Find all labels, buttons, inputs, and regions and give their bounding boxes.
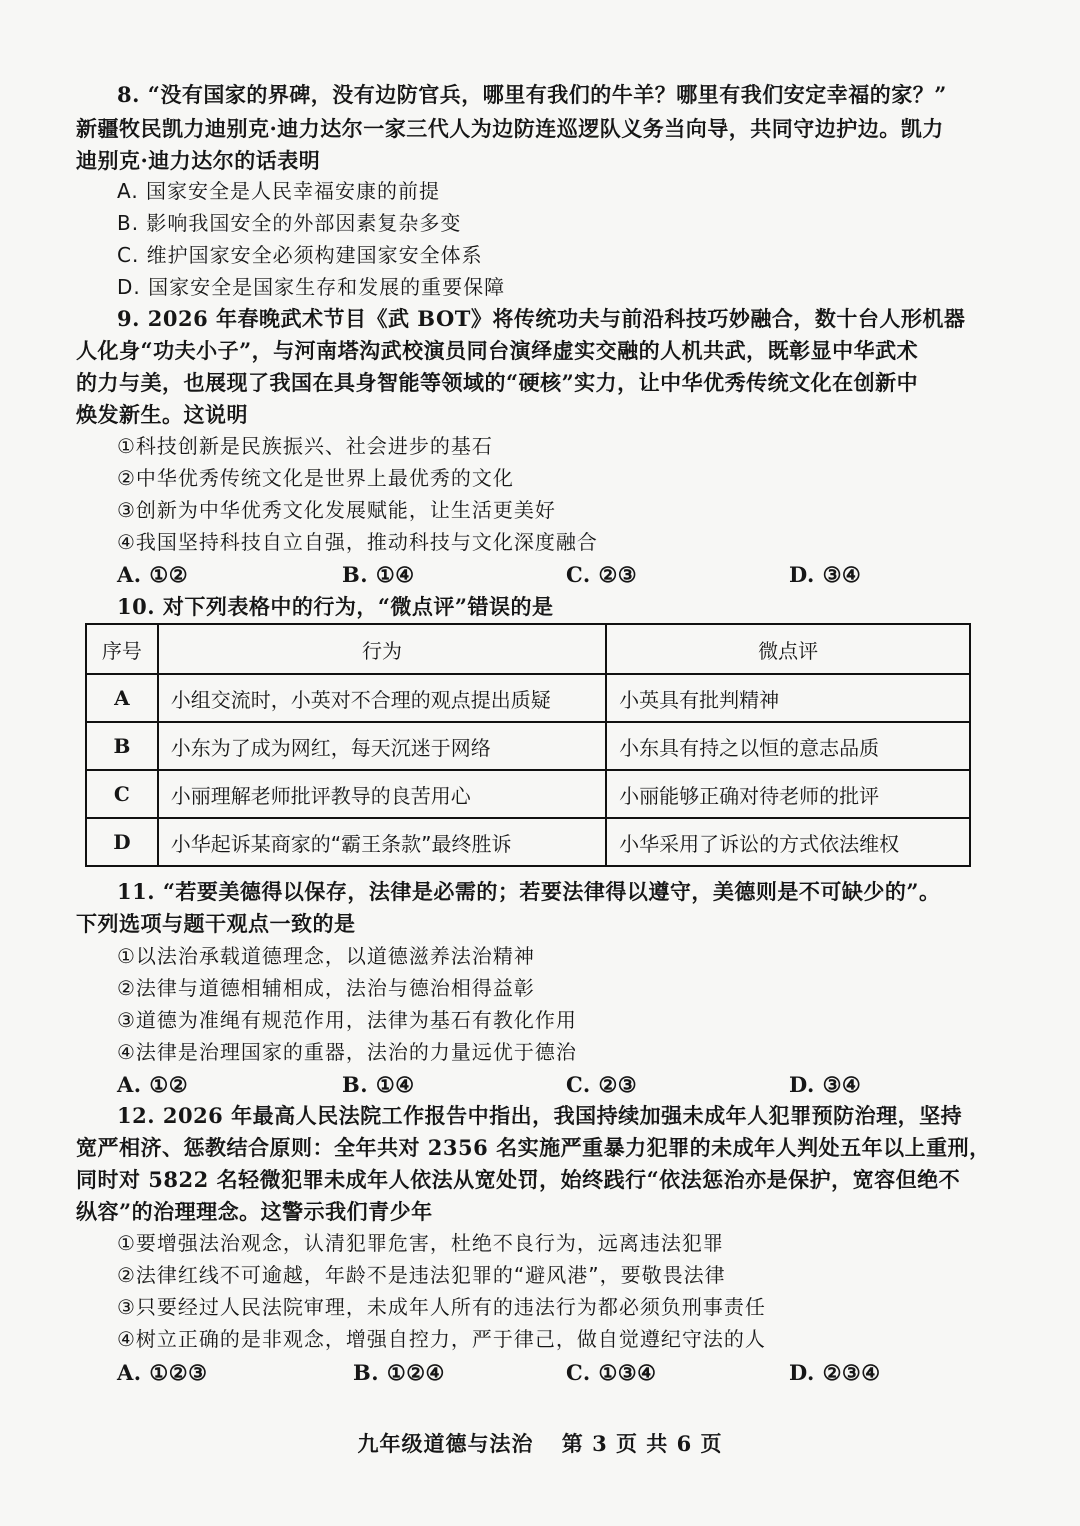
q12-stem-line-1: 12. 2026 年最高人民法院工作报告中指出，我国持续加强未成年人犯罪预防治理，坚持 bbox=[117, 1103, 963, 1128]
q10-row-a-behavior: 小组交流时，小英对不合理的观点提出质疑 bbox=[158, 674, 606, 722]
q8-option-c: C. 维护国家安全必须构建国家安全体系 bbox=[117, 243, 483, 267]
q10-stem: 10. 对下列表格中的行为，“微点评”错误的是 bbox=[117, 594, 554, 619]
q10-row-c-behavior: 小丽理解老师批评教导的良苦用心 bbox=[158, 770, 606, 818]
q12-stem-line-3: 同时对 5822 名轻微犯罪未成年人依法从宽处罚，始终践行“依法惩治亦是保护，宽容但绝不 bbox=[76, 1167, 961, 1192]
q8-stem-line-2: 新疆牧民凯力迪别克·迪力达尔一家三代人为边防连巡逻队义务当向导，共同守边护边。凯力 bbox=[76, 116, 944, 141]
q11-statement-3: ③道德为准绳有规范作用，法律为基石有教化作用 bbox=[117, 1008, 577, 1032]
q9-statement-1: ①科技创新是民族振兴、社会进步的基石 bbox=[117, 434, 493, 458]
table-row bbox=[86, 722, 970, 770]
footer-page-number: 第 3 页 共 6 页 bbox=[561, 1431, 723, 1456]
q9-statement-4: ④我国坚持科技自立自强，推动科技与文化深度融合 bbox=[117, 530, 598, 554]
q11-answer-d: D. ③④ bbox=[789, 1072, 862, 1097]
q12-statement-1: ①要增强法治观念，认清犯罪危害，杜绝不良行为，远离违法犯罪 bbox=[117, 1231, 724, 1255]
q12-answer-b: B. ①②④ bbox=[353, 1360, 445, 1385]
q10-header-index: 序号 bbox=[86, 624, 158, 674]
q8-option-b: B. 影响我国安全的外部因素复杂多变 bbox=[117, 211, 462, 235]
q12-stem-line-2: 宽严相济、惩教结合原则：全年共对 2356 名实施严重暴力犯罪的未成年人判处五年以上重刑， bbox=[76, 1135, 991, 1160]
q12-answer-a: A. ①②③ bbox=[117, 1360, 208, 1385]
q11-stem-line-1: 11. “若要美德得以保存，法律是必需的；若要法律得以遵守，美德则是不可缺少的”。 bbox=[117, 879, 941, 904]
table-row bbox=[86, 770, 970, 818]
q11-answer-a: A. ①② bbox=[117, 1072, 189, 1097]
q9-stem-line-2: 人化身“功夫小子”，与河南塔沟武校演员同台演绎虚实交融的人机共武，既彰显中华武术 bbox=[76, 338, 919, 363]
footer-subject: 九年级道德与法治 bbox=[357, 1431, 534, 1456]
q11-answer-b: B. ①④ bbox=[342, 1072, 415, 1097]
q9-answer-d: D. ③④ bbox=[789, 562, 862, 587]
q9-answer-c: C. ②③ bbox=[566, 562, 638, 587]
q9-answer-b: B. ①④ bbox=[342, 562, 415, 587]
q9-statement-3: ③创新为中华优秀文化发展赋能，让生活更美好 bbox=[117, 498, 556, 522]
q10-table bbox=[85, 623, 971, 867]
q10-table-header-row bbox=[86, 624, 970, 674]
q10-row-b-comment: 小东具有持之以恒的意志品质 bbox=[606, 722, 970, 770]
q12-statement-4: ④树立正确的是非观念，增强自控力，严于律己，做自觉遵纪守法的人 bbox=[117, 1327, 766, 1351]
q10-header-comment: 微点评 bbox=[606, 624, 970, 674]
q9-answer-a: A. ①② bbox=[117, 562, 189, 587]
q11-answer-c: C. ②③ bbox=[566, 1072, 638, 1097]
table-row bbox=[86, 674, 970, 722]
q10-row-d-key: D bbox=[86, 818, 158, 866]
q8-stem-line-3: 迪别克·迪力达尔的话表明 bbox=[76, 148, 321, 173]
q11-statement-1: ①以法治承载道德理念，以道德滋养法治精神 bbox=[117, 944, 535, 968]
q12-answer-c: C. ①③④ bbox=[566, 1360, 657, 1385]
q9-statement-2: ②中华优秀传统文化是世界上最优秀的文化 bbox=[117, 466, 514, 490]
q10-row-a-comment: 小英具有批判精神 bbox=[606, 674, 970, 722]
q12-statement-2: ②法律红线不可逾越，年龄不是违法犯罪的“避风港”，要敬畏法律 bbox=[117, 1263, 726, 1287]
q10-row-c-comment: 小丽能够正确对待老师的批评 bbox=[606, 770, 970, 818]
q8-option-a: A. 国家安全是人民幸福安康的前提 bbox=[117, 179, 441, 203]
q10-row-d-comment: 小华采用了诉讼的方式依法维权 bbox=[606, 818, 970, 866]
q10-row-d-behavior: 小华起诉某商家的“霸王条款”最终胜诉 bbox=[158, 818, 606, 866]
q8-option-d: D. 国家安全是国家生存和发展的重要保障 bbox=[117, 275, 506, 299]
q11-statement-4: ④法律是治理国家的重器，法治的力量远优于德治 bbox=[117, 1040, 577, 1064]
q12-answer-d: D. ②③④ bbox=[789, 1360, 881, 1385]
q9-stem-line-1: 9. 2026 年春晚武术节目《武 BOT》将传统功夫与前沿科技巧妙融合，数十台人形机器 bbox=[117, 306, 966, 331]
q9-stem-line-3: 的力与美，也展现了我国在具身智能等领域的“硬核”实力，让中华优秀传统文化在创新中 bbox=[76, 370, 919, 395]
q10-header-behavior: 行为 bbox=[158, 624, 606, 674]
q12-stem-line-4: 纵容”的治理理念。这警示我们青少年 bbox=[76, 1199, 433, 1224]
q10-row-a-key: A bbox=[86, 674, 158, 722]
q8-stem-line-1: 8. “没有国家的界碑，没有边防官兵，哪里有我们的牛羊？哪里有我们安定幸福的家？” bbox=[117, 82, 947, 107]
table-row bbox=[86, 818, 970, 866]
q11-statement-2: ②法律与道德相辅相成，法治与德治相得益彰 bbox=[117, 976, 535, 1000]
page-footer bbox=[0, 1428, 1080, 1458]
q10-row-b-key: B bbox=[86, 722, 158, 770]
q9-stem-line-4: 焕发新生。这说明 bbox=[76, 402, 248, 427]
q12-statement-3: ③只要经过人民法院审理，未成年人所有的违法行为都必须负刑事责任 bbox=[117, 1295, 766, 1319]
q11-stem-line-2: 下列选项与题干观点一致的是 bbox=[76, 911, 356, 936]
q10-row-b-behavior: 小东为了成为网红，每天沉迷于网络 bbox=[158, 722, 606, 770]
q10-row-c-key: C bbox=[86, 770, 158, 818]
